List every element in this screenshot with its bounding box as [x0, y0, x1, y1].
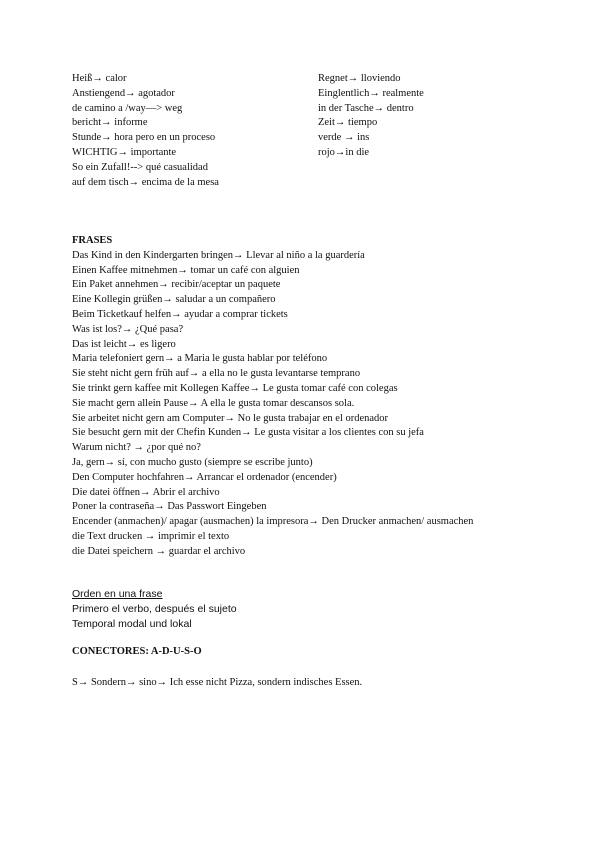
frase-line: Sie steht nicht gern früh auf→ a ella no le gusta levantarse temprano [72, 368, 361, 380]
conector-line: S→ Sondern→ sino→ Ich esse nicht Pizza, sondern indisches Essen. [72, 677, 363, 688]
vocab-item: Regnet→ lloviendo [318, 73, 401, 84]
frase-line: Poner la contraseña→ Das Passwort Eingeben [72, 501, 267, 513]
vocab-item: Anstiengend→ agotador [72, 87, 175, 99]
frase-line: Eine Kollegin grüßen→ saludar a un compañero [72, 294, 276, 306]
vocab-item: Stunde→ hora pero en un proceso [72, 132, 216, 144]
frase-line: Die datei öffnen→ Abrir el archivo [72, 486, 220, 498]
orden-section [72, 587, 472, 631]
conectores-heading: CONECTORES: A-D-U-S-O [72, 646, 202, 657]
vocab-item: Zeit→ tiempo [318, 117, 378, 129]
frase-line: Das Kind in den Kindergarten bringen→ Llevar al niño a la guardería [72, 249, 365, 261]
frase-line: Sie macht gern allein Pause→ A ella le gusta tomar descansos sola. [72, 397, 355, 409]
orden-line: Temporal modal und lokal [72, 617, 192, 630]
frase-line: die Text drucken → imprimir el texto [72, 530, 230, 542]
conector-example [72, 676, 542, 691]
frase-line: die Datei speichern → guardar el archivo [72, 545, 246, 557]
frase-line: Einen Kaffee mitnehmen→ tomar un café con alguien [72, 264, 300, 276]
vocab-item: rojo→in die [318, 146, 370, 158]
vocab-item: Heiß→ calor [72, 73, 127, 84]
frase-line: Das ist leicht→ es ligero [72, 338, 176, 350]
frase-line: Sie arbeitet nicht gern am Computer→ No le gusta trabajar en el ordenador [72, 412, 389, 424]
frase-line: Den Computer hochfahren→ Arrancar el ordenador (encender) [72, 471, 337, 483]
vocab-item: auf dem tisch→ encima de la mesa [72, 176, 219, 188]
vocab-list-left [72, 72, 312, 190]
conectores-section [72, 645, 472, 660]
vocab-item: in der Tasche→ dentro [318, 102, 414, 114]
vocab-list-right [318, 72, 538, 161]
vocab-item: bericht→ informe [72, 117, 148, 129]
frase-line: Beim Ticketkauf helfen→ ayudar a comprar tickets [72, 308, 288, 320]
frase-line: Warum nicht? → ¿por qué no? [72, 442, 201, 454]
frase-line: Ein Paket annehmen→ recibir/aceptar un paquete [72, 279, 281, 291]
vocab-item: verde → ins [318, 132, 370, 144]
frase-line: Encender (anmachen)/ apagar (ausmachen) la impresora→ Den Drucker anmachen/ ausmachen [72, 516, 474, 528]
frase-line: Sie besucht gern mit der Chefin Kunden→ Le gusta visitar a los clientes con su jefa [72, 427, 424, 439]
orden-title: Orden en una frase [72, 588, 163, 600]
frase-line: Was ist los?→ ¿Qué pasa? [72, 323, 184, 335]
frases-section [72, 234, 542, 560]
frase-line: Ja, gern→ sí, con mucho gusto (siempre se escribe junto) [72, 456, 313, 468]
frases-heading: FRASES [72, 235, 113, 246]
vocab-item: So ein Zufall!--> qué casualidad [72, 161, 208, 173]
vocab-item: WICHTIG→ importante [72, 146, 177, 158]
frase-line: Sie trinkt gern kaffee mit Kollegen Kaffee→ Le gusta tomar café con colegas [72, 382, 398, 394]
vocab-item: de camino a /way—> weg [72, 102, 183, 114]
orden-line: Primero el verbo, después el sujeto [72, 602, 237, 615]
frase-line: Maria telefoniert gern→ a Maria le gusta hablar por teléfono [72, 353, 328, 365]
vocab-item: Einglentlich→ realmente [318, 87, 424, 99]
